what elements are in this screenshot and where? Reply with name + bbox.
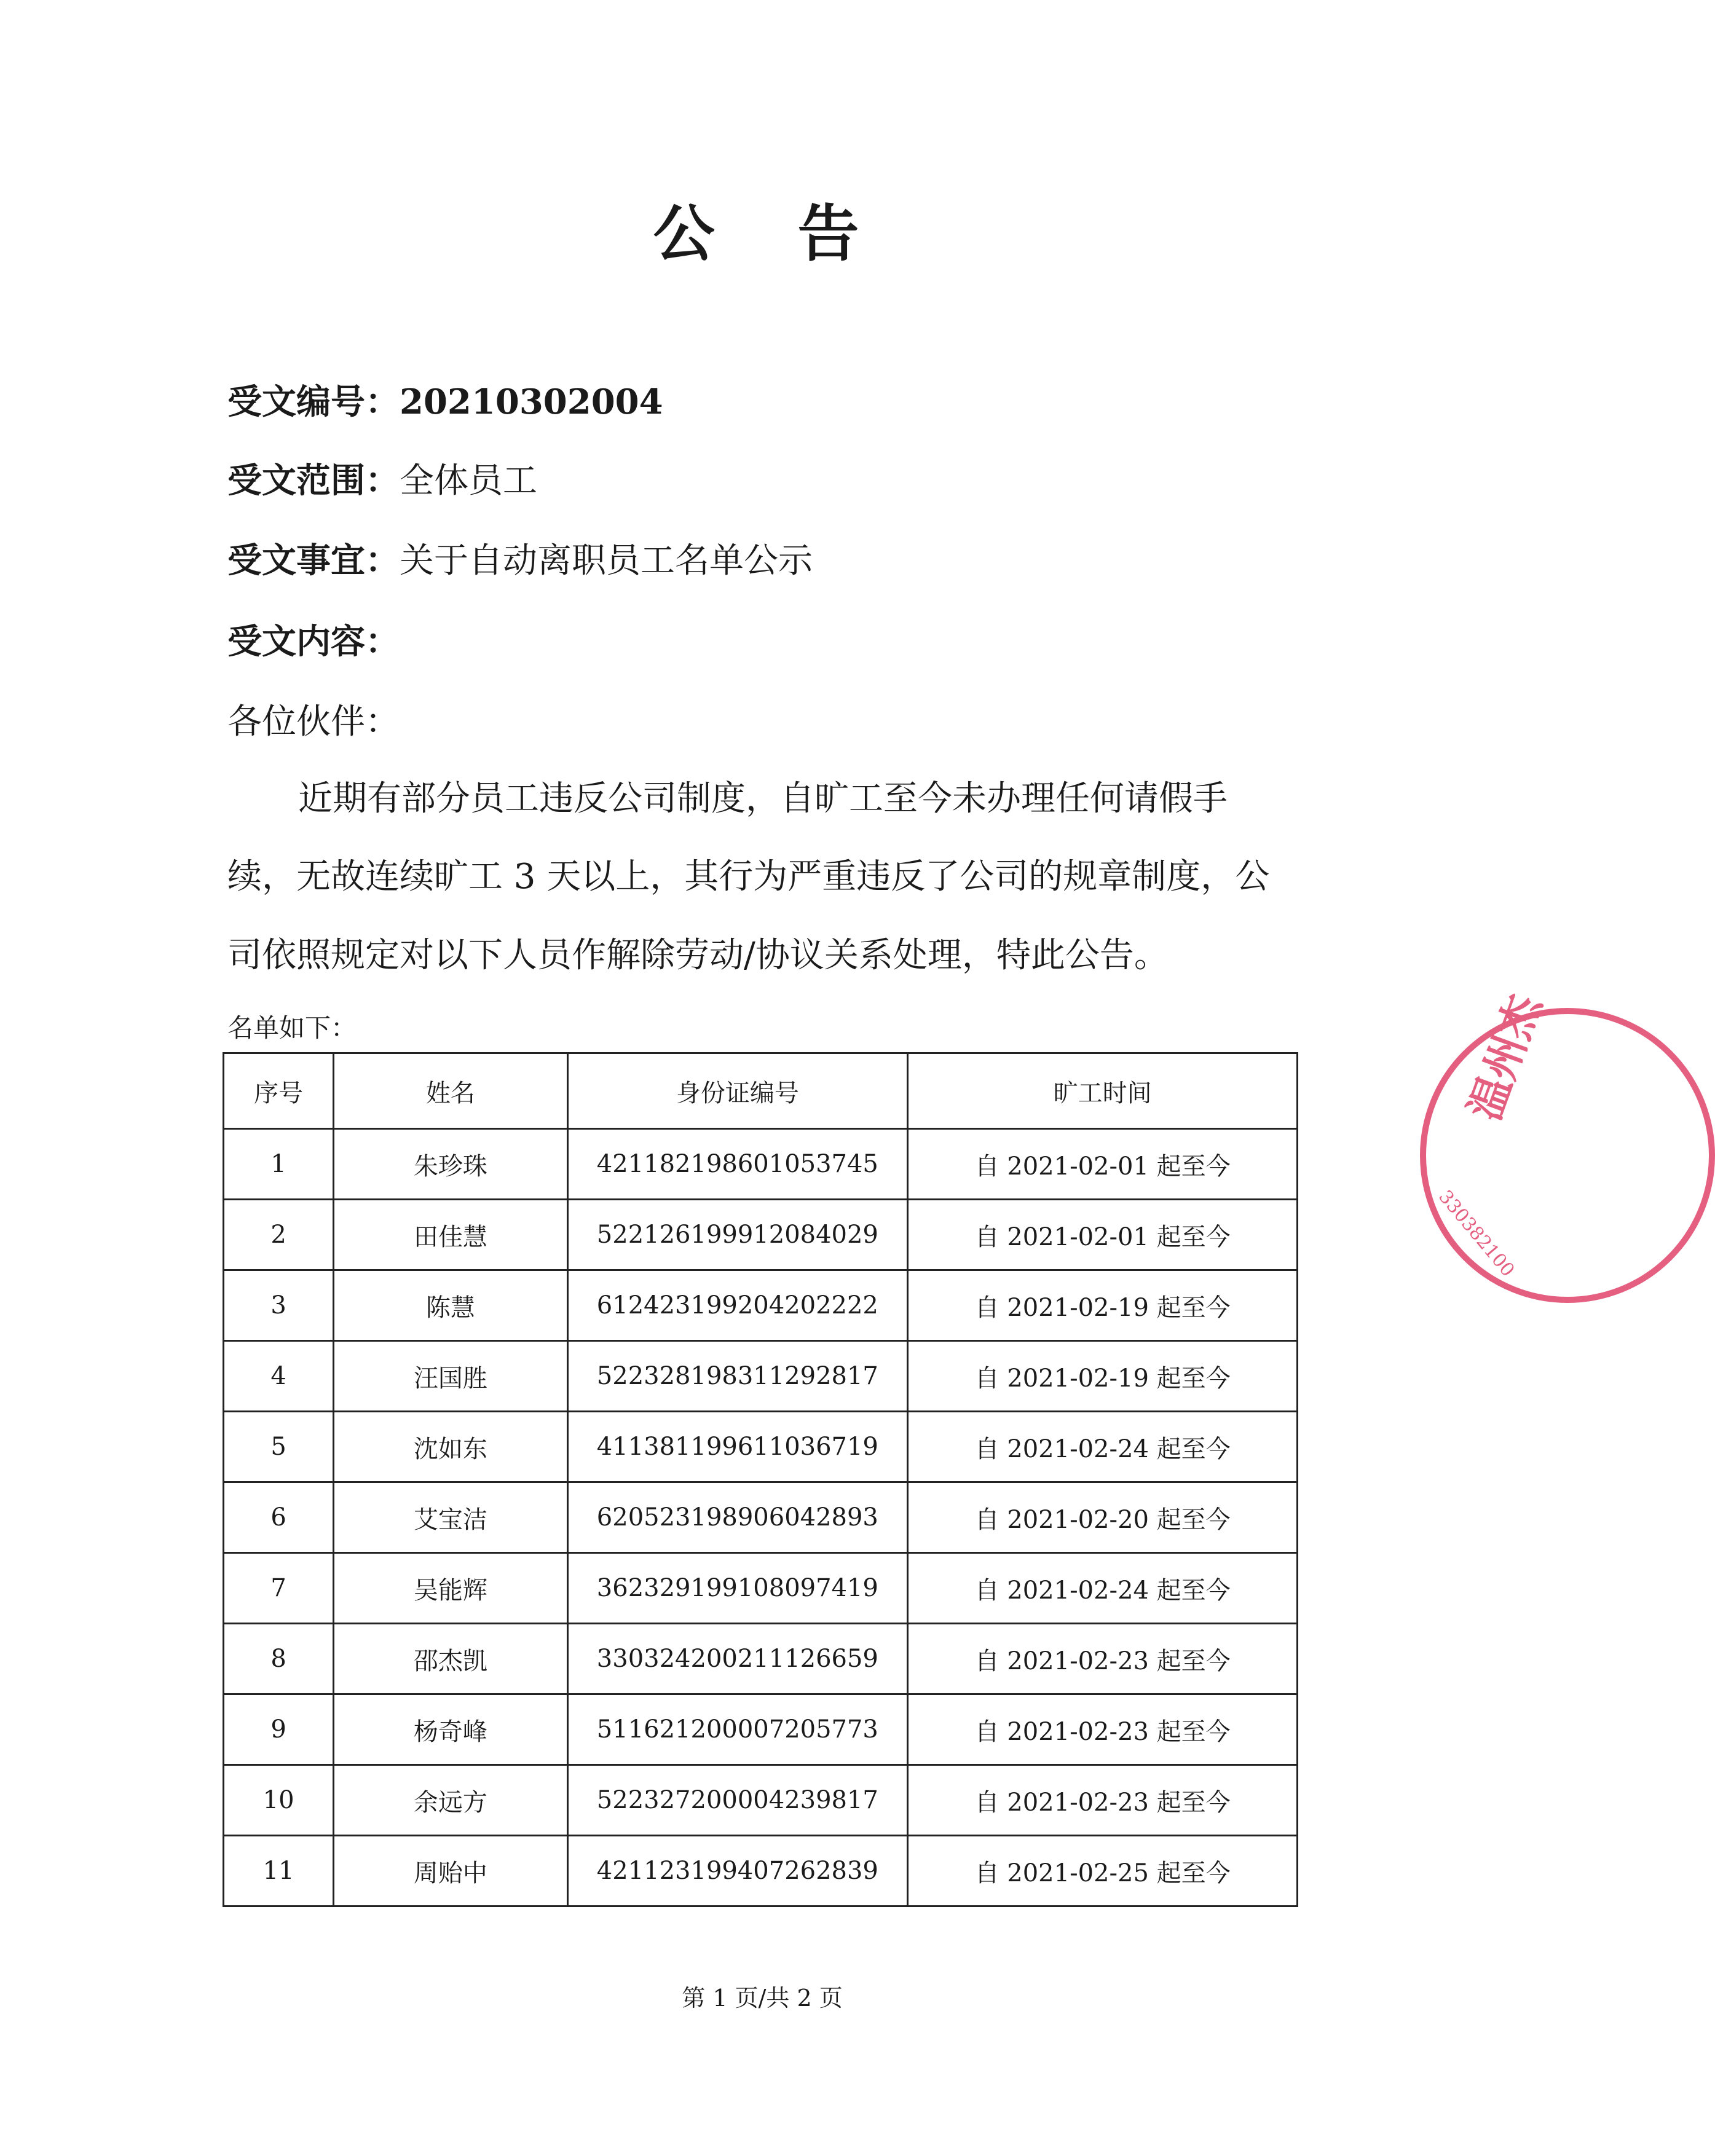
cell-name: 周贻中 [334,1836,567,1906]
cell-serial: 1 [224,1129,334,1200]
table-row [224,1341,1298,1412]
document-content-label: 受文内容： [227,621,400,662]
cell-name: 邵杰凯 [334,1624,567,1694]
cell-serial: 3 [224,1270,334,1341]
cell-serial: 2 [224,1200,334,1270]
document-number-line [227,375,663,424]
seal-code: 330382100 [1434,1186,1519,1281]
document-subject-value: 关于自动离职员工名单公示 [400,541,813,581]
seal-text: 温州杰 [1459,988,1551,1127]
document-scope-value: 全体员工 [400,461,537,501]
table-row [224,1482,1298,1553]
cell-absence-time: 自 2021-02-25 起至今 [908,1836,1298,1906]
document-number-value: 20210302004 [400,382,663,422]
cell-serial: 4 [224,1341,334,1412]
list-intro: 名单如下： [227,1013,357,1043]
cell-serial: 11 [224,1836,334,1906]
cell-name: 田佳慧 [334,1200,567,1270]
body-paragraph-line-3: 司依照规定对以下人员作解除劳动/协议关系处理，特此公告。 [227,935,1169,975]
cell-id-number: 620523198906042893 [567,1482,908,1553]
cell-id-number: 612423199204202222 [567,1270,908,1341]
cell-absence-time: 自 2021-02-24 起至今 [908,1412,1298,1482]
cell-id-number: 522126199912084029 [567,1200,908,1270]
cell-name: 陈慧 [334,1270,567,1341]
cell-absence-time: 自 2021-02-01 起至今 [908,1129,1298,1200]
cell-name: 汪国胜 [334,1341,567,1412]
company-seal [1420,988,1715,1303]
cell-id-number: 522328198311292817 [567,1341,908,1412]
cell-absence-time: 自 2021-02-23 起至今 [908,1765,1298,1836]
table-body [224,1129,1298,1906]
cell-absence-time: 自 2021-02-24 起至今 [908,1553,1298,1624]
document-content-line [227,615,400,664]
table-header-row [224,1053,1298,1129]
document-number-label: 受文编号： [227,382,400,422]
header-name: 姓名 [334,1053,567,1129]
cell-name: 朱珍珠 [334,1129,567,1200]
cell-name: 吴能辉 [334,1553,567,1624]
document-scope-label: 受文范围： [227,460,400,501]
table-row [224,1553,1298,1624]
cell-id-number: 330324200211126659 [567,1624,908,1694]
page-title: 公 告 [653,197,890,270]
cell-absence-time: 自 2021-02-01 起至今 [908,1200,1298,1270]
cell-absence-time: 自 2021-02-23 起至今 [908,1624,1298,1694]
body-paragraph-line-1: 近期有部分员工违反公司制度，自旷工至今未办理任何请假手 [298,779,1228,819]
cell-serial: 6 [224,1482,334,1553]
table-row [224,1270,1298,1341]
cell-id-number: 421182198601053745 [567,1129,908,1200]
greeting: 各位伙伴： [227,702,400,742]
body-paragraph-line-2: 续，无故连续旷工 3 天以上，其行为严重违反了公司的规章制度，公 [227,857,1270,897]
cell-id-number: 511621200007205773 [567,1694,908,1765]
cell-serial: 8 [224,1624,334,1694]
cell-id-number: 411381199611036719 [567,1412,908,1482]
cell-serial: 9 [224,1694,334,1765]
cell-id-number: 362329199108097419 [567,1553,908,1624]
table-row [224,1624,1298,1694]
cell-name: 杨奇峰 [334,1694,567,1765]
absentee-table [223,1052,1298,1907]
table-row [224,1694,1298,1765]
header-absence-time: 旷工时间 [908,1053,1298,1129]
cell-absence-time: 自 2021-02-19 起至今 [908,1341,1298,1412]
cell-serial: 10 [224,1765,334,1836]
header-serial: 序号 [224,1053,334,1129]
header-id-number: 身份证编号 [567,1053,908,1129]
document-subject-label: 受文事宜： [227,540,400,581]
table-row [224,1836,1298,1906]
cell-absence-time: 自 2021-02-20 起至今 [908,1482,1298,1553]
cell-name: 沈如东 [334,1412,567,1482]
table-row [224,1129,1298,1200]
document-subject-line [227,533,813,583]
table-row [224,1200,1298,1270]
cell-serial: 5 [224,1412,334,1482]
table-row [224,1412,1298,1482]
table-row [224,1765,1298,1836]
cell-id-number: 522327200004239817 [567,1765,908,1836]
page-footer: 第 1 页/共 2 页 [682,1985,843,2012]
cell-name: 余远方 [334,1765,567,1836]
cell-name: 艾宝洁 [334,1482,567,1553]
document-scope-line [227,454,537,503]
cell-id-number: 421123199407262839 [567,1836,908,1906]
cell-absence-time: 自 2021-02-23 起至今 [908,1694,1298,1765]
cell-absence-time: 自 2021-02-19 起至今 [908,1270,1298,1341]
cell-serial: 7 [224,1553,334,1624]
